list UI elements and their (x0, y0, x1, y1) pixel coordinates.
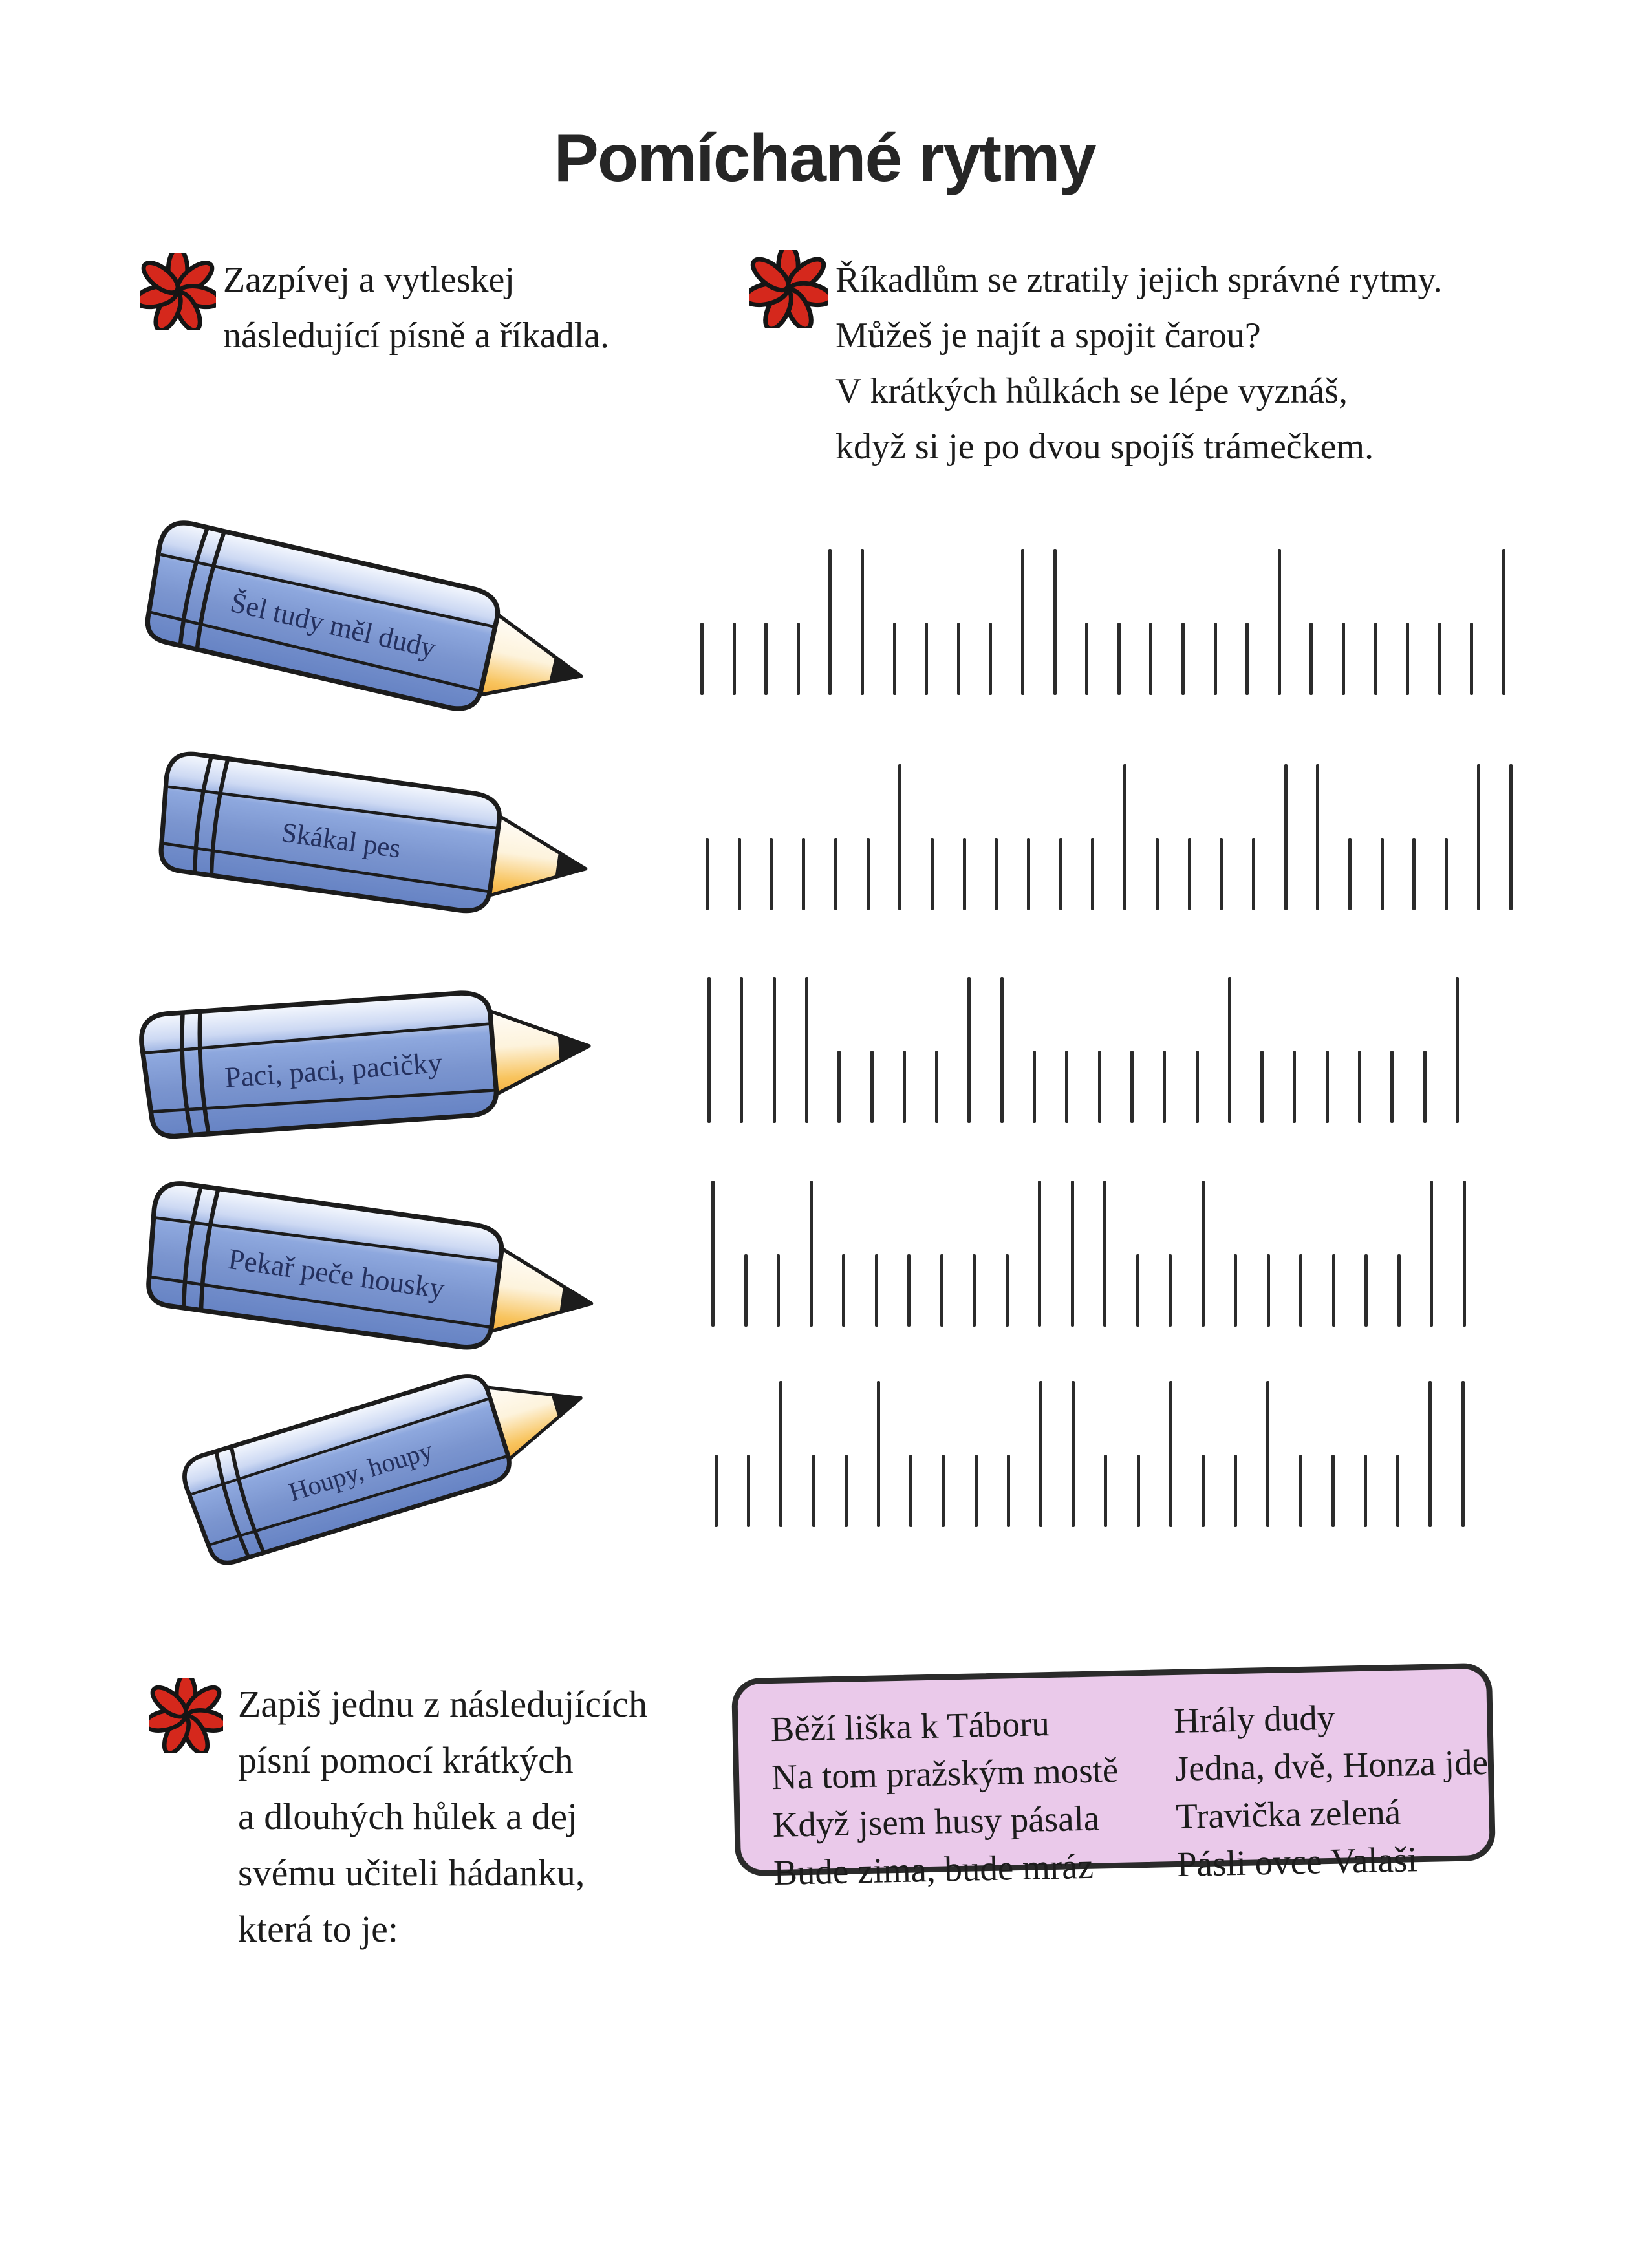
rhythm-stick-short (797, 623, 800, 695)
rhythm-stick-long (1477, 764, 1480, 910)
instruction-line: Říkadlům se ztratily jejich správné rytmy. (835, 260, 1443, 300)
rhythm-stick-short (931, 838, 934, 910)
rhythm-stick-long (861, 549, 864, 695)
rhythm-stick-short (1299, 1254, 1302, 1327)
rhythm-stick-short (700, 623, 704, 695)
rhythm-stick-short (1397, 1254, 1401, 1327)
rhythm-stick-long (1278, 549, 1281, 695)
rhythm-stick-short (777, 1254, 780, 1327)
rhythm-stick-short (1137, 1455, 1140, 1527)
rhythm-stick-long (898, 764, 901, 910)
rhythm-stick-short (1091, 838, 1094, 910)
rhythm-stick-short (764, 623, 768, 695)
rhythm-stick-long (707, 977, 711, 1123)
song-title: Běží liška k Táboru (770, 1704, 1050, 1749)
rhythm-stick-short (1234, 1455, 1237, 1527)
rhythm-stick-short (903, 1051, 906, 1123)
rhythm-stick-short (989, 623, 992, 695)
rhythm-stick-long (1316, 764, 1319, 910)
rhythm-stick-short (1202, 1455, 1205, 1527)
rhythm-stick-long (1502, 549, 1505, 695)
rhythm-stick-short (837, 1051, 841, 1123)
song-title: Na tom pražským mostě (771, 1749, 1119, 1797)
pencil-label: Šel tudy měl dudy (227, 586, 439, 665)
flower-icon (749, 250, 828, 328)
rhythm-stick-long (1202, 1181, 1205, 1327)
rhythm-stick-short (1381, 838, 1384, 910)
songs-column-right (1173, 1691, 1490, 1884)
rhythm-stick-short (715, 1455, 718, 1527)
instruction-line: Můžeš je najít a spojit čarou? (835, 316, 1261, 356)
instruction-line: když si je po dvou spojíš trámečkem. (835, 427, 1374, 467)
rhythm-stick-short (1348, 838, 1352, 910)
rhythm-stick-long (967, 977, 971, 1123)
rhythm-stick-short (733, 623, 736, 695)
song-title: Pásli ovce Valaši (1176, 1839, 1418, 1884)
rhythm-stick-short (893, 623, 896, 695)
rhythm-row-3 (707, 968, 1494, 1123)
rhythm-stick-short (909, 1455, 912, 1527)
rhythm-stick-short (1117, 623, 1121, 695)
rhythm-stick-short (1310, 623, 1313, 695)
rhythm-stick-long (810, 1181, 813, 1327)
rhythm-stick-short (1098, 1051, 1101, 1123)
rhythm-stick-short (706, 838, 709, 910)
rhythm-stick-long (805, 977, 808, 1123)
rhythm-stick-short (942, 1455, 945, 1527)
songs-column-left (770, 1697, 1177, 1893)
rhythm-stick-short (1033, 1051, 1036, 1123)
rhythm-stick-long (1509, 764, 1513, 910)
rhythm-stick-short (1065, 1051, 1068, 1123)
rhythm-row-4 (711, 1171, 1502, 1327)
rhythm-stick-short (812, 1455, 815, 1527)
rhythm-stick-long (828, 549, 832, 695)
rhythm-stick-short (1181, 623, 1185, 695)
rhythm-stick-short (867, 838, 870, 910)
rhythm-stick-long (1053, 549, 1057, 695)
rhythm-row-2 (706, 755, 1547, 910)
flower-icon (149, 1678, 223, 1753)
rhythm-stick-long (1461, 1381, 1465, 1527)
pencil-label: Paci, paci, pacičky (223, 1046, 444, 1094)
instruction-line: písní pomocí krátkých (238, 1739, 574, 1781)
pencil-graphite-tip (555, 852, 587, 883)
rhythm-stick-short (935, 1051, 938, 1123)
instruction-line: Zapiš jednu z následujících (238, 1683, 647, 1725)
rhythm-stick-short (1364, 1254, 1368, 1327)
rhythm-stick-short (770, 838, 773, 910)
rhythm-stick-short (744, 1254, 748, 1327)
song-title: Když jsem husy pásala (772, 1798, 1100, 1845)
rhythm-stick-short (1007, 1455, 1010, 1527)
rhythm-stick-short (1412, 838, 1416, 910)
rhythm-stick-short (1104, 1455, 1107, 1527)
rhythm-stick-short (1169, 1254, 1172, 1327)
rhythm-stick-short (1130, 1051, 1134, 1123)
rhythm-stick-short (1332, 1254, 1335, 1327)
pencil-label: Skákal pes (279, 817, 403, 864)
rhythm-stick-short (738, 838, 741, 910)
rhythm-row-1 (700, 540, 1541, 695)
rhythm-stick-long (1169, 1381, 1172, 1527)
rhythm-stick-long (1428, 1381, 1432, 1527)
instruction-left (223, 252, 609, 363)
rhythm-stick-short (1220, 838, 1223, 910)
rhythm-stick-short (1390, 1051, 1394, 1123)
pencil-skakal-pes (143, 742, 610, 937)
rhythm-stick-short (975, 1455, 978, 1527)
rhythm-stick-long (1266, 1381, 1269, 1527)
rhythm-row-5 (715, 1372, 1500, 1527)
song-title: Travička zelená (1175, 1792, 1401, 1836)
page-title: Pomíchané rytmy (554, 121, 1095, 196)
rhythm-stick-short (1423, 1051, 1427, 1123)
rhythm-stick-long (1430, 1181, 1433, 1327)
rhythm-stick-long (1284, 764, 1288, 910)
rhythm-stick-short (1406, 623, 1409, 695)
rhythm-stick-short (1252, 838, 1255, 910)
rhythm-stick-short (973, 1254, 976, 1327)
rhythm-stick-short (907, 1254, 911, 1327)
rhythm-stick-short (1234, 1254, 1237, 1327)
instruction-line: následující písně a říkadla. (223, 316, 610, 356)
rhythm-stick-short (1396, 1455, 1399, 1527)
songs-box (731, 1663, 1496, 1893)
rhythm-stick-long (711, 1181, 715, 1327)
rhythm-stick-long (740, 977, 743, 1123)
rhythm-stick-short (1245, 623, 1249, 695)
rhythm-stick-short (802, 838, 805, 910)
rhythm-stick-short (1364, 1455, 1367, 1527)
rhythm-stick-long (1123, 764, 1126, 910)
rhythm-stick-long (1072, 1381, 1075, 1527)
rhythm-stick-short (1214, 623, 1217, 695)
rhythm-stick-long (1039, 1381, 1042, 1527)
rhythm-stick-long (1038, 1181, 1041, 1327)
rhythm-stick-short (1260, 1051, 1264, 1123)
rhythm-stick-long (1071, 1181, 1074, 1327)
rhythm-stick-short (995, 838, 998, 910)
rhythm-stick-short (1374, 623, 1377, 695)
rhythm-stick-short (1156, 838, 1159, 910)
flower-icon (140, 253, 216, 330)
rhythm-stick-short (925, 623, 928, 695)
instruction-line: Zazpívej a vytleskej (223, 260, 515, 300)
rhythm-stick-short (845, 1455, 848, 1527)
rhythm-stick-short (940, 1254, 943, 1327)
rhythm-stick-short (1293, 1051, 1296, 1123)
rhythm-stick-long (877, 1381, 880, 1527)
pencil-sel-tudy-mel-dudy (127, 509, 611, 747)
rhythm-stick-short (1059, 838, 1062, 910)
rhythm-stick-long (1463, 1181, 1466, 1327)
instruction-line: svému učiteli hádanku, (238, 1852, 585, 1894)
instruction-bottom (238, 1676, 647, 1957)
rhythm-stick-short (1438, 623, 1441, 695)
rhythm-stick-short (1149, 623, 1152, 695)
rhythm-stick-long (1228, 977, 1231, 1123)
rhythm-stick-short (1299, 1455, 1302, 1527)
rhythm-stick-short (1331, 1455, 1335, 1527)
rhythm-stick-short (842, 1254, 845, 1327)
pencil-label: Pekař peče housky (226, 1242, 447, 1305)
rhythm-stick-long (1456, 977, 1459, 1123)
rhythm-stick-short (834, 838, 837, 910)
song-title: Bude zima, bude mráz (773, 1846, 1094, 1893)
instruction-right (835, 252, 1443, 475)
rhythm-stick-short (957, 623, 960, 695)
song-title: Jedna, dvě, Honza jde (1174, 1742, 1489, 1789)
rhythm-stick-short (1342, 623, 1345, 695)
rhythm-stick-short (875, 1254, 878, 1327)
instruction-line: a dlouhých hůlek a dej (238, 1795, 578, 1837)
rhythm-stick-short (1163, 1051, 1166, 1123)
rhythm-stick-short (1358, 1051, 1361, 1123)
pencil-paci-paci (129, 976, 609, 1148)
rhythm-stick-long (1021, 549, 1024, 695)
instruction-line: která to je: (238, 1908, 399, 1950)
rhythm-stick-short (1188, 838, 1191, 910)
rhythm-stick-short (1326, 1051, 1329, 1123)
rhythm-stick-short (963, 838, 966, 910)
pencil-graphite-tip (558, 1032, 590, 1062)
rhythm-stick-short (747, 1455, 750, 1527)
rhythm-stick-long (1103, 1181, 1106, 1327)
rhythm-stick-short (1006, 1254, 1009, 1327)
pencil-label: Houpy, houpy (285, 1435, 436, 1507)
rhythm-stick-short (1027, 838, 1030, 910)
rhythm-stick-short (1136, 1254, 1139, 1327)
instruction-line: V krátkých hůlkách se lépe vyznáš, (835, 371, 1348, 411)
song-title: Hrály dudy (1173, 1697, 1335, 1741)
rhythm-stick-long (779, 1381, 782, 1527)
rhythm-stick-short (1196, 1051, 1199, 1123)
rhythm-stick-short (1445, 838, 1448, 910)
rhythm-stick-short (870, 1051, 874, 1123)
rhythm-stick-short (1267, 1254, 1270, 1327)
rhythm-stick-short (1470, 623, 1473, 695)
rhythm-stick-short (1085, 623, 1088, 695)
rhythm-stick-long (1000, 977, 1004, 1123)
rhythm-stick-long (773, 977, 776, 1123)
pencil-houpy-houpy (168, 1334, 613, 1579)
pencil-graphite-tip (559, 1286, 593, 1318)
